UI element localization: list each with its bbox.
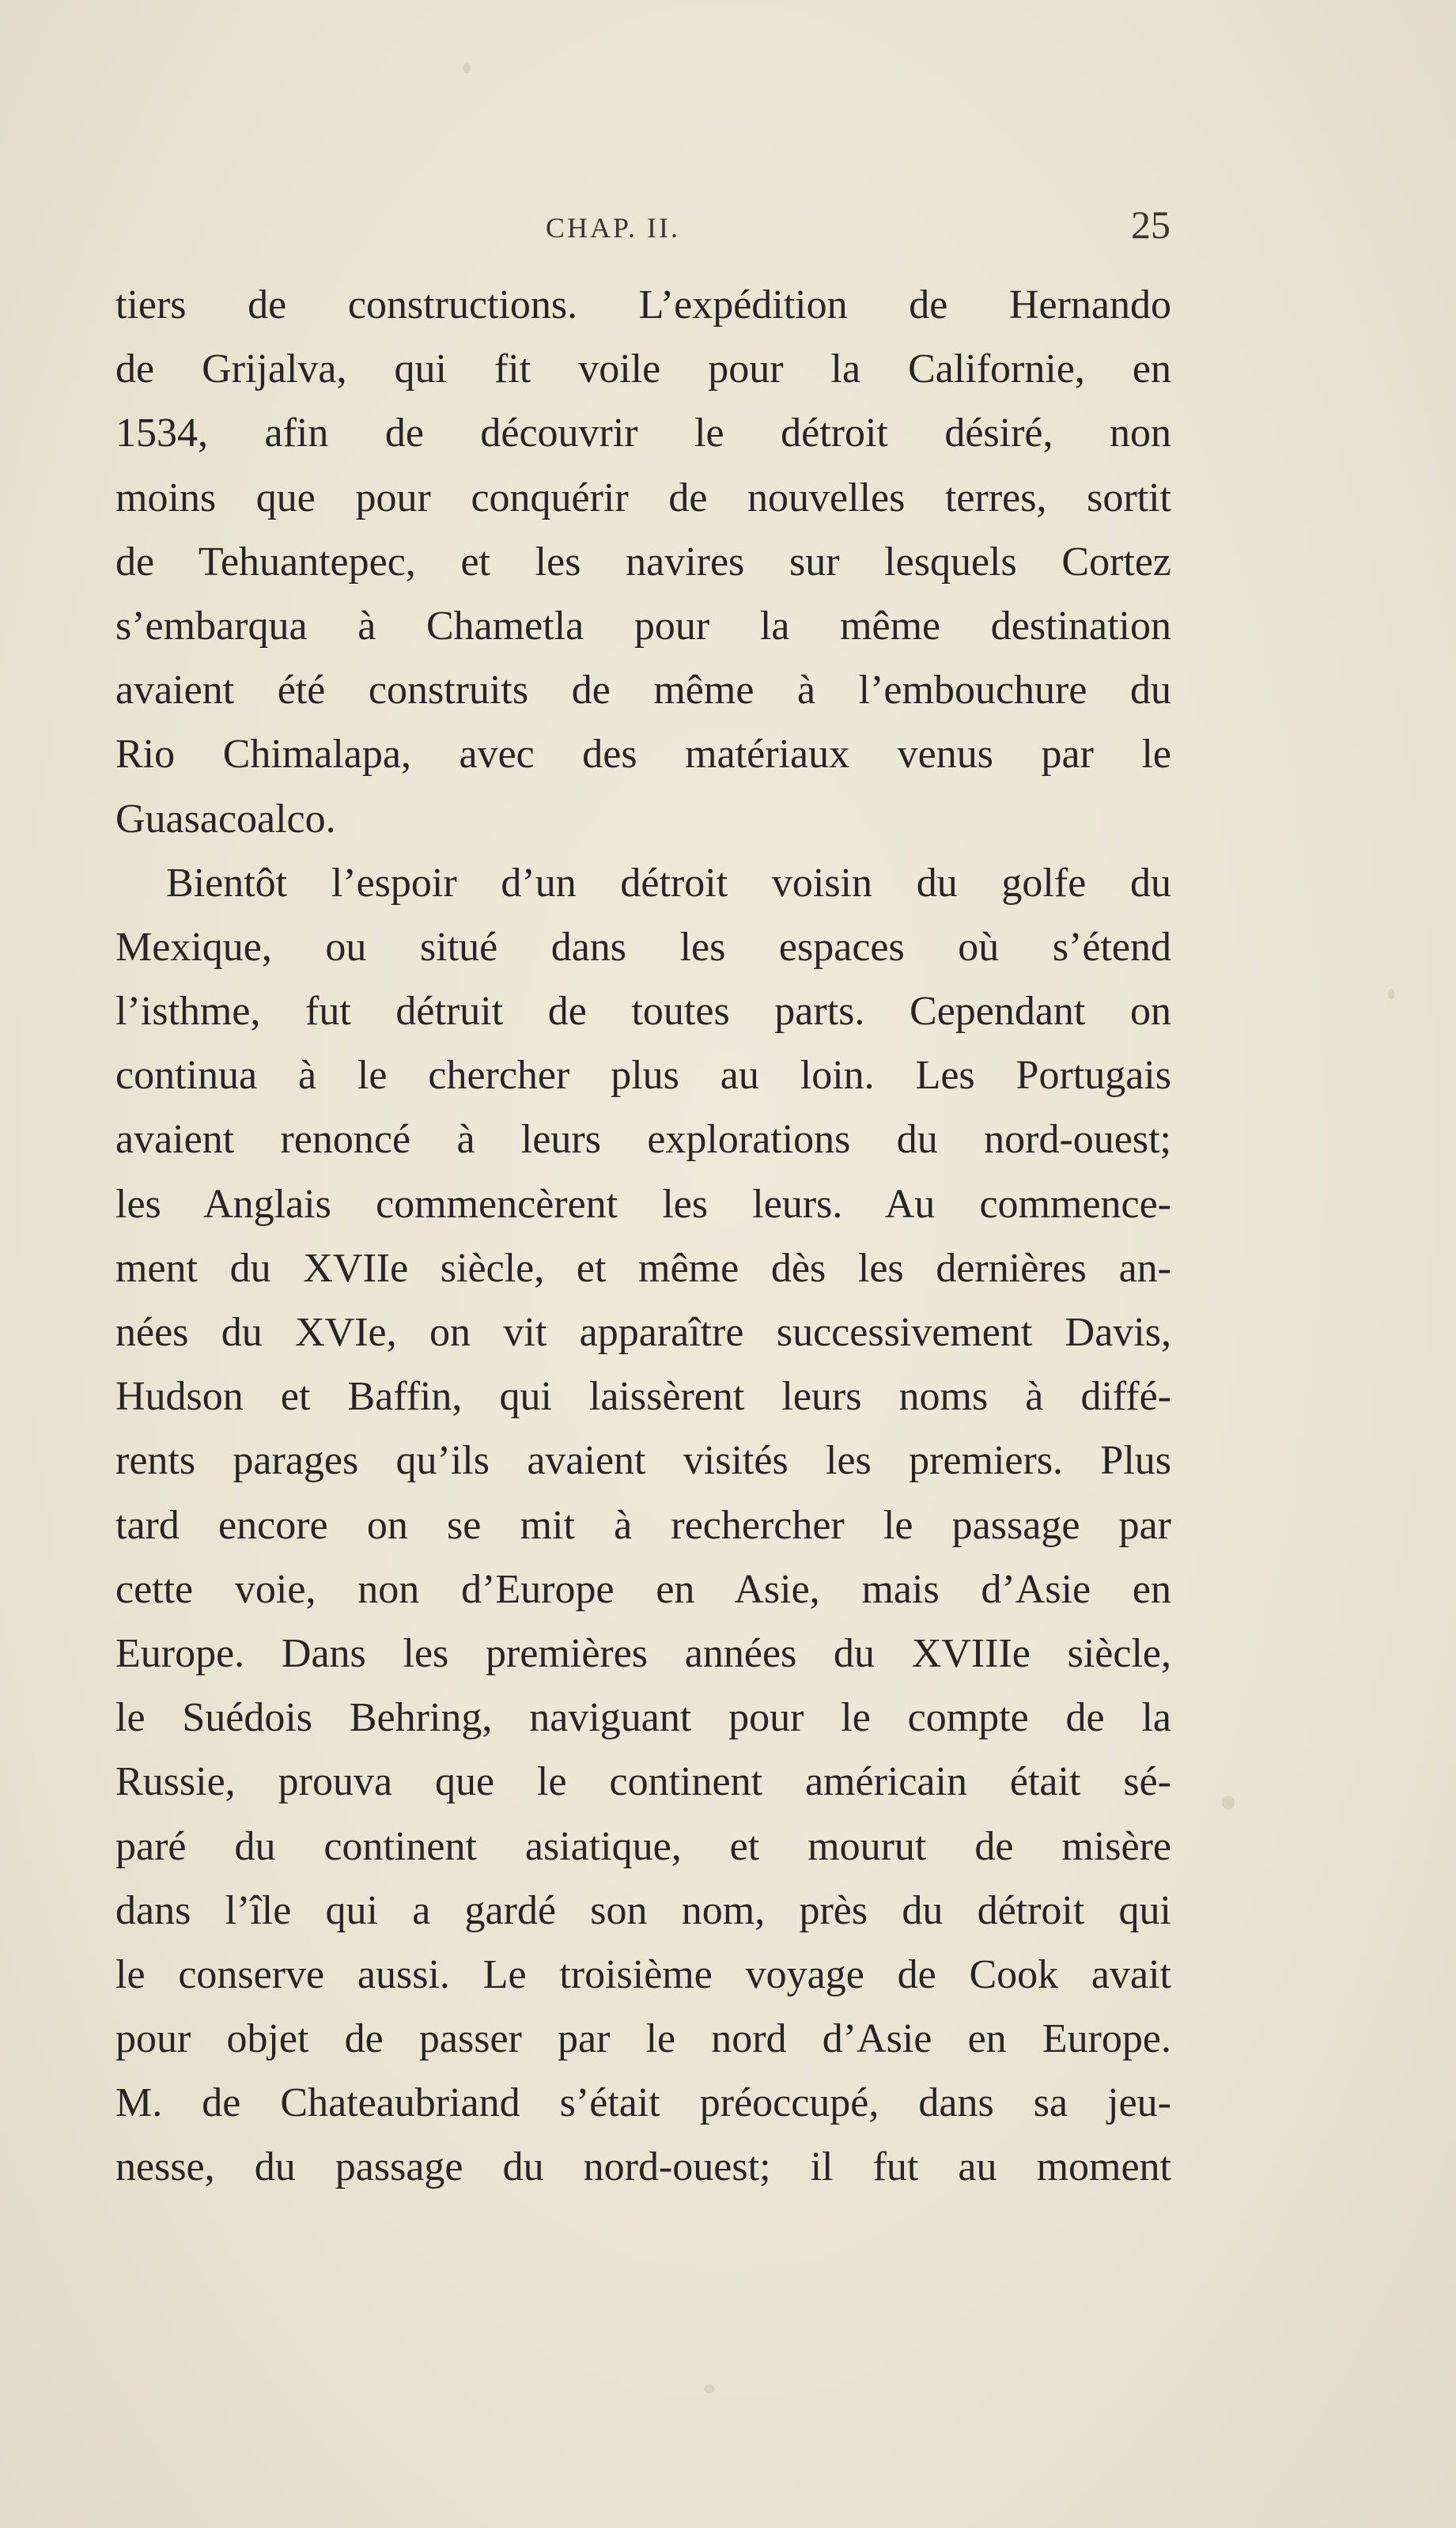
text-line: Bientôt l’espoir d’un détroit voisin du golfe du [166,860,1171,906]
text-line: moins que pour conquérir de nouvelles terres, sortit [115,475,1171,520]
page-number: 25 [1131,202,1170,247]
text-line: ment du XVIIe siècle, et même dès les dernières an- [115,1245,1171,1291]
text-line: tard encore on se mit à rechercher le passage par [115,1502,1171,1548]
text-line: Europe. Dans les premières années du XVIIIe siècle, [115,1630,1171,1676]
running-head [111,202,1170,257]
text-line: nesse, du passage du nord-ouest; il fut au moment [115,2144,1171,2190]
text-line: Rio Chimalapa, avec des matériaux venus par le [115,732,1171,778]
text-line: s’embarqua à Chametla pour la même destination [115,603,1171,649]
text-line: le conserve aussi. Le troisième voyage de Cook avait [115,1951,1171,1997]
text-line: l’isthme, fut détruit de toutes parts. Cependant on [115,989,1171,1035]
text-line: continua à le chercher plus au loin. Les Portugais [115,1053,1171,1099]
text-line: les Anglais commencèrent les leurs. Au commence- [115,1181,1171,1227]
text-line: nées du XVIe, on vit apparaître successivement Davis, [115,1310,1171,1355]
text-line: rents parages qu’ils avaient visités les premiers. Plus [115,1438,1171,1484]
text-line: de Tehuantepec, et les navires sur lesquels Cortez [115,539,1171,585]
text-line: 1534, afin de découvrir le détroit désiré, non [115,411,1171,456]
chapter-heading: CHAP. II. [546,212,681,244]
text-line: Russie, prouva que le continent américain était sé- [115,1759,1171,1805]
text-line: Hudson et Baffin, qui laissèrent leurs noms à diffé- [115,1374,1171,1420]
paper-blemish [1222,1796,1235,1810]
paper-blemish [704,2385,715,2393]
text-line: cette voie, non d’Europe en Asie, mais d’Asie en [115,1566,1171,1612]
text-line: tiers de constructions. L’expédition de Hernando [115,282,1171,327]
text-line: dans l’île qui a gardé son nom, près du détroit qui [115,1887,1171,1933]
text-line: paré du continent asiatique, et mourut de misère [115,1823,1171,1869]
text-line: Mexique, ou situé dans les espaces où s’étend [115,924,1171,970]
paper-blemish [1388,989,1394,1000]
text-line: avaient renoncé à leurs explorations du nord-ouest; [115,1117,1171,1163]
text-line: le Suédois Behring, naviguant pour le compte de la [115,1695,1171,1741]
paragraph-2 [115,851,1171,2200]
body-text [115,273,1171,2200]
text-line: avaient été construits de même à l’embouchure du [115,668,1171,713]
paragraph-1 [115,273,1171,851]
text-line: Guasacoalco. [115,796,336,842]
text-line: de Grijalva, qui fit voile pour la Californie, en [115,346,1171,392]
text-line: pour objet de passer par le nord d’Asie en Europe. [115,2016,1171,2062]
text-line: M. de Chateaubriand s’était préoccupé, dans sa jeu- [115,2080,1171,2126]
paper-blemish [463,63,471,73]
